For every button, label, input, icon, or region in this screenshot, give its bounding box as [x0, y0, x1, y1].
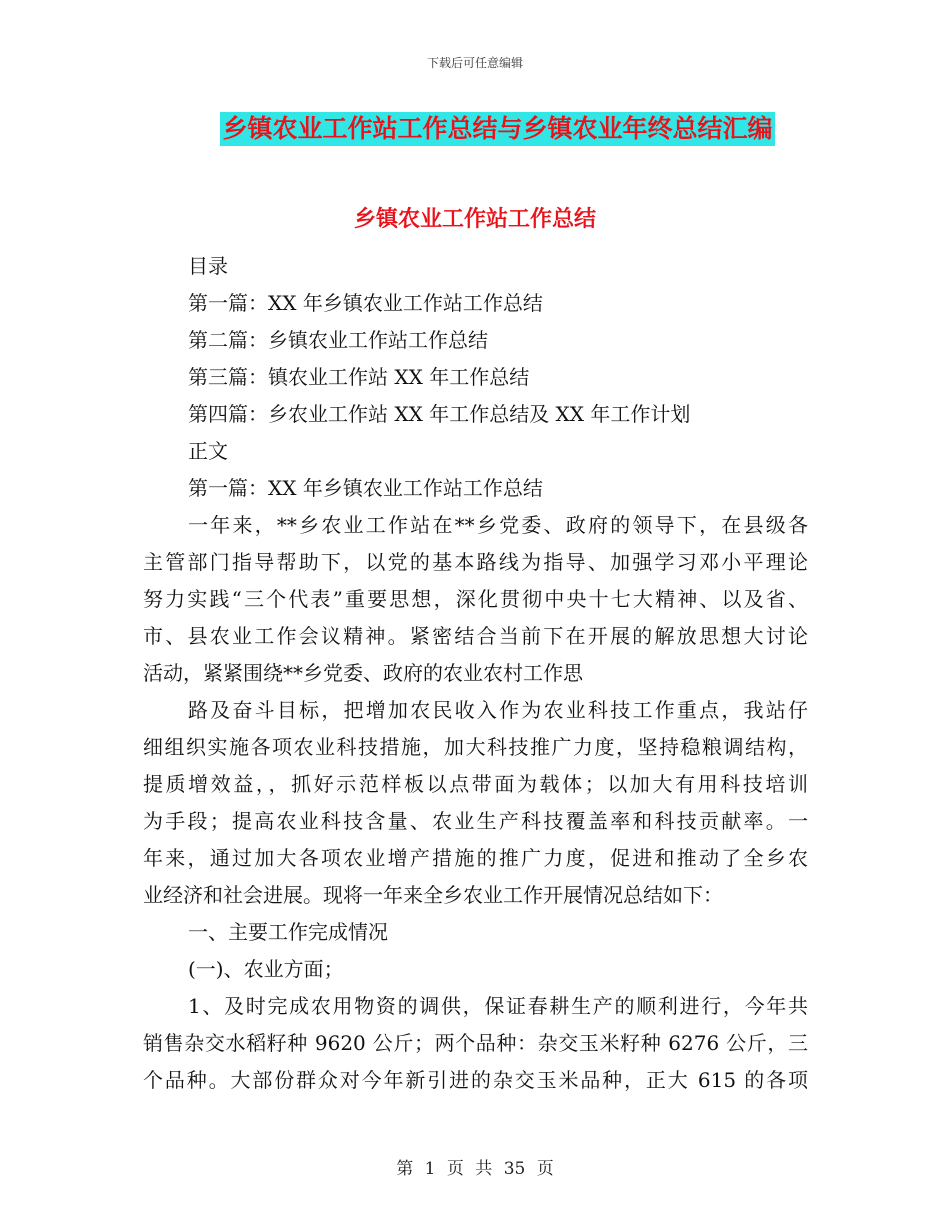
text-line: (一)、农业方面； [188, 957, 344, 981]
text-line: 年来，通过加大各项农业增产措施的推广力度，促进和推动了全乡农 [143, 846, 808, 870]
text-line: 活动，紧紧围绕**乡党委、政府的农业农村工作思 [143, 661, 583, 685]
text-line: 为手段；提高农业科技含量、农业生产科技覆盖率和科技贡献率。一 [143, 809, 808, 833]
text-line: 第一篇：XX 年乡镇农业工作站工作总结 [188, 291, 543, 315]
text-line: 细组织实施各项农业科技措施，加大科技推广力度，坚持稳粮调结构， [143, 735, 808, 759]
text-line: 第四篇：乡农业工作站 XX 年工作总结及 XX 年工作计划 [188, 402, 691, 426]
header-note: 下载后可任意编辑 [426, 56, 523, 70]
main-title-container [0, 112, 950, 146]
text-line: 正文 [188, 439, 228, 463]
text-line: 一年来，**乡农业工作站在**乡党委、政府的领导下，在县级各 [188, 513, 808, 537]
text-line: 1、及时完成农用物资的调供，保证春耕生产的顺利进行，今年共 [188, 994, 808, 1018]
page-footer: 第 1 页 共 35 页 [396, 1159, 554, 1179]
body-text [143, 248, 808, 1099]
text-line: 第三篇：镇农业工作站 XX 年工作总结 [188, 365, 530, 389]
text-line: 目录 [188, 254, 228, 278]
text-line: 主管部门指导帮助下，以党的基本路线为指导、加强学习邓小平理论 [143, 550, 808, 574]
text-line: 销售杂交水稻籽种 9620 公斤；两个品种：杂交玉米籽种 6276 公斤，三 [143, 1031, 808, 1055]
text-line: 第一篇：XX 年乡镇农业工作站工作总结 [188, 476, 543, 500]
text-line: 一、主要工作完成情况 [188, 920, 388, 944]
text-line: 提质增效益，，抓好示范样板以点带面为载体；以加大有用科技培训 [143, 772, 808, 796]
text-line: 业经济和社会进展。现将一年来全乡农业工作开展情况总结如下： [143, 883, 723, 907]
text-line: 第二篇：乡镇农业工作站工作总结 [188, 328, 488, 352]
text-line: 努力实践“三个代表”重要思想，深化贯彻中央十七大精神、以及省、 [143, 587, 808, 611]
text-line: 个品种。大部份群众对今年新引进的杂交玉米品种，正大 615 的各项 [143, 1068, 808, 1092]
text-line: 市、县农业工作会议精神。紧密结合当前下在开展的解放思想大讨论 [143, 624, 808, 648]
main-title: 乡镇农业工作站工作总结与乡镇农业年终总结汇编 [220, 112, 774, 146]
text-line: 路及奋斗目标，把增加农民收入作为农业科技工作重点，我站仔 [188, 698, 808, 722]
sub-title: 乡镇农业工作站工作总结 [353, 207, 596, 232]
